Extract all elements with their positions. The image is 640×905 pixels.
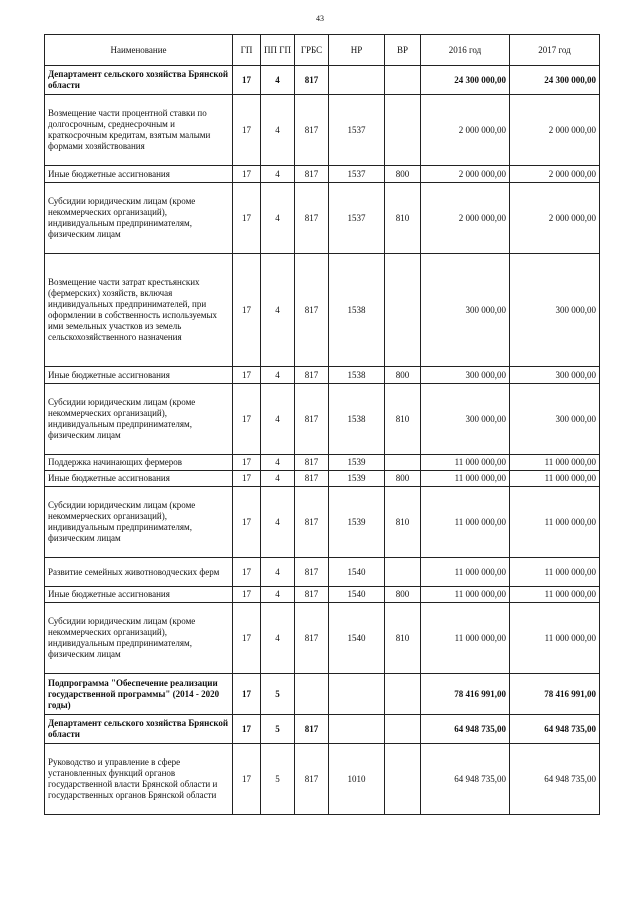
- cell-2016: 24 300 000,00: [421, 66, 510, 95]
- cell-gp: 17: [233, 558, 261, 587]
- cell-gp: 17: [233, 166, 261, 183]
- cell-name: Департамент сельского хозяйства Брянской области: [45, 715, 233, 744]
- cell-nr: 1538: [329, 254, 385, 367]
- cell-gp: 17: [233, 471, 261, 487]
- cell-nr: 1539: [329, 455, 385, 471]
- cell-grbs: 817: [295, 95, 329, 166]
- table-row: [45, 66, 600, 95]
- header-2017: 2017 год: [510, 35, 600, 66]
- table-row: [45, 455, 600, 471]
- cell-nr: 1539: [329, 471, 385, 487]
- cell-2017: 2 000 000,00: [510, 95, 600, 166]
- cell-ppgp: 4: [261, 455, 295, 471]
- cell-2017: 300 000,00: [510, 254, 600, 367]
- cell-2017: 2 000 000,00: [510, 166, 600, 183]
- cell-vr: [385, 254, 421, 367]
- cell-grbs: 817: [295, 715, 329, 744]
- cell-nr: 1540: [329, 558, 385, 587]
- header-grbs: ГРБС: [295, 35, 329, 66]
- cell-name: Иные бюджетные ассигнования: [45, 367, 233, 384]
- cell-2017: 2 000 000,00: [510, 183, 600, 254]
- cell-2016: 11 000 000,00: [421, 455, 510, 471]
- cell-grbs: 817: [295, 471, 329, 487]
- cell-ppgp: 5: [261, 744, 295, 815]
- cell-2017: 11 000 000,00: [510, 471, 600, 487]
- cell-vr: [385, 674, 421, 715]
- page-number: 43: [316, 14, 324, 23]
- table-row: [45, 254, 600, 367]
- cell-nr: 1537: [329, 95, 385, 166]
- cell-ppgp: 4: [261, 471, 295, 487]
- table-row: [45, 674, 600, 715]
- header-name: Наименование: [45, 35, 233, 66]
- cell-2016: 11 000 000,00: [421, 603, 510, 674]
- cell-gp: 17: [233, 674, 261, 715]
- cell-grbs: 817: [295, 603, 329, 674]
- cell-grbs: 817: [295, 558, 329, 587]
- cell-2017: 11 000 000,00: [510, 587, 600, 603]
- table-row: [45, 715, 600, 744]
- cell-name: Руководство и управление в сфере установленных функций органов государственной власти Брянской области и государственных органов Брянской области: [45, 744, 233, 815]
- cell-2016: 64 948 735,00: [421, 744, 510, 815]
- cell-ppgp: 4: [261, 587, 295, 603]
- cell-grbs: 817: [295, 254, 329, 367]
- cell-nr: 1537: [329, 183, 385, 254]
- cell-gp: 17: [233, 183, 261, 254]
- cell-ppgp: 4: [261, 367, 295, 384]
- cell-vr: 800: [385, 471, 421, 487]
- cell-gp: 17: [233, 455, 261, 471]
- table-row: [45, 744, 600, 815]
- header-gp: ГП: [233, 35, 261, 66]
- cell-name: Возмещение части затрат крестьянских (фермерских) хозяйств, включая индивидуальных предпринимателей, при оформлении в собственность используемых ими земельных участков из земель сельскохозяйственного назначения: [45, 254, 233, 367]
- header-nr: НР: [329, 35, 385, 66]
- table-row: [45, 183, 600, 254]
- table-row: [45, 471, 600, 487]
- cell-vr: 800: [385, 587, 421, 603]
- cell-name: Возмещение части процентной ставки по долгосрочным, среднесрочным и краткосрочным кредитам, взятым малыми формами хозяйствования: [45, 95, 233, 166]
- cell-name: Субсидии юридическим лицам (кроме некоммерческих организаций), индивидуальным предпринимателям, физическим лицам: [45, 603, 233, 674]
- cell-vr: [385, 95, 421, 166]
- cell-nr: 1538: [329, 384, 385, 455]
- cell-gp: 17: [233, 254, 261, 367]
- header-row: [45, 35, 600, 66]
- cell-2016: 2 000 000,00: [421, 166, 510, 183]
- cell-ppgp: 5: [261, 674, 295, 715]
- cell-nr: 1538: [329, 367, 385, 384]
- header-ppgp: ПП ГП: [261, 35, 295, 66]
- table-row: [45, 487, 600, 558]
- cell-vr: 810: [385, 487, 421, 558]
- cell-nr: 1540: [329, 603, 385, 674]
- cell-ppgp: 5: [261, 715, 295, 744]
- table-row: [45, 367, 600, 384]
- cell-2016: 64 948 735,00: [421, 715, 510, 744]
- cell-gp: 17: [233, 587, 261, 603]
- table-row: [45, 558, 600, 587]
- cell-ppgp: 4: [261, 603, 295, 674]
- cell-ppgp: 4: [261, 183, 295, 254]
- cell-gp: 17: [233, 744, 261, 815]
- cell-name: Подпрограмма "Обеспечение реализации государственной программы" (2014 - 2020 годы): [45, 674, 233, 715]
- cell-grbs: [295, 674, 329, 715]
- cell-2016: 2 000 000,00: [421, 95, 510, 166]
- cell-vr: [385, 455, 421, 471]
- table-body: [45, 66, 600, 815]
- cell-2016: 300 000,00: [421, 254, 510, 367]
- cell-gp: 17: [233, 603, 261, 674]
- cell-2017: 64 948 735,00: [510, 744, 600, 815]
- cell-name: Иные бюджетные ассигнования: [45, 471, 233, 487]
- cell-gp: 17: [233, 487, 261, 558]
- table-row: [45, 166, 600, 183]
- cell-nr: [329, 674, 385, 715]
- cell-nr: 1540: [329, 587, 385, 603]
- cell-2016: 11 000 000,00: [421, 587, 510, 603]
- cell-name: Поддержка начинающих фермеров: [45, 455, 233, 471]
- cell-2017: 300 000,00: [510, 384, 600, 455]
- cell-grbs: 817: [295, 384, 329, 455]
- cell-grbs: 817: [295, 744, 329, 815]
- cell-2016: 11 000 000,00: [421, 471, 510, 487]
- cell-2017: 11 000 000,00: [510, 558, 600, 587]
- cell-name: Развитие семейных животноводческих ферм: [45, 558, 233, 587]
- cell-name: Иные бюджетные ассигнования: [45, 166, 233, 183]
- cell-nr: 1539: [329, 487, 385, 558]
- cell-vr: [385, 66, 421, 95]
- cell-2017: 300 000,00: [510, 367, 600, 384]
- cell-vr: 810: [385, 603, 421, 674]
- cell-2017: 11 000 000,00: [510, 487, 600, 558]
- cell-name: Субсидии юридическим лицам (кроме некоммерческих организаций), индивидуальным предпринимателям, физическим лицам: [45, 384, 233, 455]
- cell-ppgp: 4: [261, 487, 295, 558]
- cell-nr: [329, 66, 385, 95]
- cell-vr: [385, 744, 421, 815]
- cell-name: Субсидии юридическим лицам (кроме некоммерческих организаций), индивидуальным предпринимателям, физическим лицам: [45, 487, 233, 558]
- cell-2017: 24 300 000,00: [510, 66, 600, 95]
- cell-gp: 17: [233, 95, 261, 166]
- cell-2017: 11 000 000,00: [510, 455, 600, 471]
- table-row: [45, 587, 600, 603]
- cell-grbs: 817: [295, 455, 329, 471]
- cell-2016: 11 000 000,00: [421, 558, 510, 587]
- header-2016: 2016 год: [421, 35, 510, 66]
- cell-grbs: 817: [295, 166, 329, 183]
- cell-ppgp: 4: [261, 558, 295, 587]
- cell-grbs: 817: [295, 183, 329, 254]
- cell-nr: 1537: [329, 166, 385, 183]
- cell-2016: 78 416 991,00: [421, 674, 510, 715]
- cell-2017: 11 000 000,00: [510, 603, 600, 674]
- cell-2017: 78 416 991,00: [510, 674, 600, 715]
- cell-gp: 17: [233, 367, 261, 384]
- cell-grbs: 817: [295, 66, 329, 95]
- cell-2016: 2 000 000,00: [421, 183, 510, 254]
- cell-gp: 17: [233, 66, 261, 95]
- cell-vr: [385, 715, 421, 744]
- cell-ppgp: 4: [261, 384, 295, 455]
- cell-2017: 64 948 735,00: [510, 715, 600, 744]
- cell-nr: [329, 715, 385, 744]
- budget-table: [44, 34, 600, 815]
- cell-gp: 17: [233, 715, 261, 744]
- cell-ppgp: 4: [261, 166, 295, 183]
- cell-vr: 810: [385, 384, 421, 455]
- cell-ppgp: 4: [261, 254, 295, 367]
- table-row: [45, 95, 600, 166]
- cell-vr: 800: [385, 367, 421, 384]
- cell-grbs: 817: [295, 367, 329, 384]
- cell-name: Иные бюджетные ассигнования: [45, 587, 233, 603]
- cell-grbs: 817: [295, 587, 329, 603]
- cell-ppgp: 4: [261, 95, 295, 166]
- cell-grbs: 817: [295, 487, 329, 558]
- cell-vr: [385, 558, 421, 587]
- cell-name: Субсидии юридическим лицам (кроме некоммерческих организаций), индивидуальным предпринимателям, физическим лицам: [45, 183, 233, 254]
- cell-gp: 17: [233, 384, 261, 455]
- cell-ppgp: 4: [261, 66, 295, 95]
- cell-vr: 800: [385, 166, 421, 183]
- cell-2016: 11 000 000,00: [421, 487, 510, 558]
- header-vr: ВР: [385, 35, 421, 66]
- table-row: [45, 384, 600, 455]
- cell-vr: 810: [385, 183, 421, 254]
- cell-2016: 300 000,00: [421, 384, 510, 455]
- cell-2016: 300 000,00: [421, 367, 510, 384]
- cell-nr: 1010: [329, 744, 385, 815]
- table-row: [45, 603, 600, 674]
- cell-name: Департамент сельского хозяйства Брянской области: [45, 66, 233, 95]
